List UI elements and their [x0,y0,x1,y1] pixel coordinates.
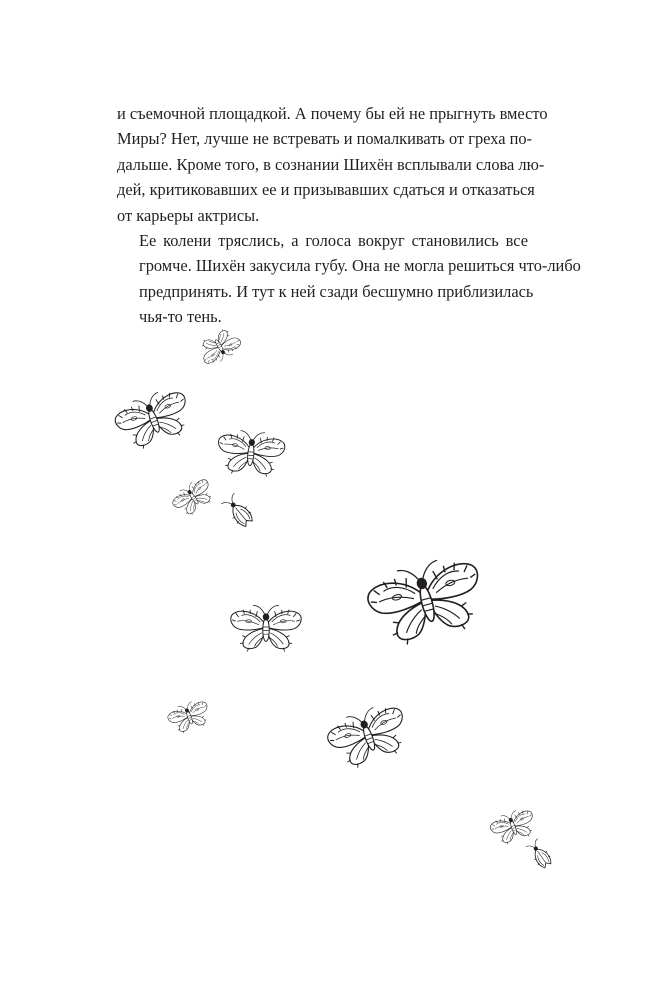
text-line: дальше. Кроме того, в сознании Шихён всплывали слова лю- [117,154,545,174]
moth [221,493,256,530]
text-line: Миры? Нет, лучше не встревать и помалкивать от греха по- [117,129,532,149]
text-line: чья-то тень. [139,307,222,327]
text-line: предпринять. И тут к ней сзади бесшумно приблизилась [139,281,534,301]
moth [488,806,539,848]
text-line: от карьеры актрисы. [117,205,260,225]
moth [111,384,196,454]
text-line: дей, критиковавших ее и призывавших сдаться и отказаться [117,180,535,200]
moth [363,551,491,651]
moth [195,324,244,368]
text-line: громче. Шихён закусила губу. Она не могла решиться что-либо [139,256,581,276]
moth [169,475,218,521]
text-line: и съемочной площадкой. А почему бы ей не прыгнуть вместо [117,104,548,123]
text-line: Ее колени тряслись, а голоса вокруг становились все [139,231,528,251]
moth [216,429,286,478]
moth [323,699,414,774]
moth [231,605,301,651]
moth [525,838,554,870]
moth [165,697,213,736]
